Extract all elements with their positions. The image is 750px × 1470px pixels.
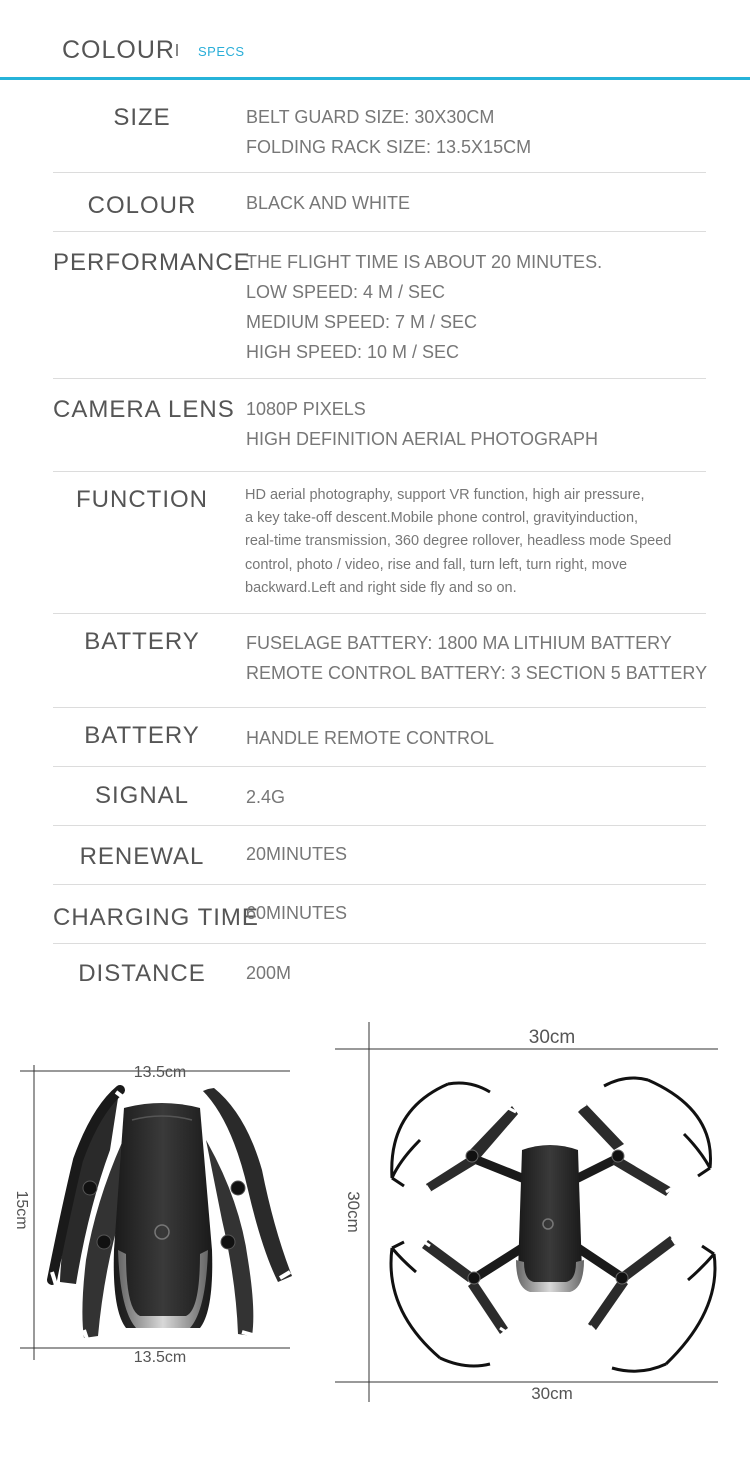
spec-row-size xyxy=(53,80,706,173)
spec-value: FOLDING RACK SIZE: 13.5X15CM xyxy=(246,137,532,157)
spec-value: a key take-off descent.Mobile phone control, gravityinduction, xyxy=(245,510,639,527)
spec-row-signal xyxy=(53,767,706,826)
unfolded-top-dimension: 30cm xyxy=(528,1027,576,1048)
spec-label: PERFORMANCE xyxy=(53,249,251,276)
spec-value: LOW SPEED: 4 M / SEC xyxy=(246,282,446,302)
spec-row-distance xyxy=(53,944,706,1002)
spec-row-function xyxy=(53,472,706,614)
header-subtitle: SPECS xyxy=(198,44,245,59)
spec-row-battery-remote xyxy=(53,708,706,767)
spec-value: REMOTE CONTROL BATTERY: 3 SECTION 5 BATTERY xyxy=(246,663,708,683)
section-header xyxy=(0,0,750,80)
spec-row-camera-lens xyxy=(53,379,706,472)
spec-label: BATTERY xyxy=(84,628,200,655)
spec-value: 1080P PIXELS xyxy=(246,399,366,419)
spec-label: CHARGING TIME xyxy=(53,904,259,931)
dimension-figures xyxy=(0,1010,750,1470)
folded-drone-figure xyxy=(13,1064,292,1366)
spec-row-charging-time xyxy=(53,885,706,944)
unfolded-bottom-dimension: 30cm xyxy=(531,1384,573,1403)
header-separator xyxy=(176,44,178,56)
spec-row-performance xyxy=(53,232,706,379)
spec-value: THE FLIGHT TIME IS ABOUT 20 MINUTES. xyxy=(246,252,603,272)
spec-value: 60MINUTES xyxy=(246,903,348,923)
spec-row-colour xyxy=(53,173,706,232)
header-title: COLOUR xyxy=(62,36,175,64)
spec-value: real-time transmission, 360 degree rollover, headless mode Speed xyxy=(245,533,672,550)
spec-value: BELT GUARD SIZE: 30X30CM xyxy=(246,107,495,127)
unfolded-side-dimension: 30cm xyxy=(344,1191,363,1233)
spec-value: FUSELAGE BATTERY: 1800 MA LITHIUM BATTERY xyxy=(246,633,672,653)
spec-value: 200M xyxy=(246,963,292,983)
spec-table xyxy=(53,80,706,1002)
folded-side-dimension: 15cm xyxy=(13,1190,30,1230)
spec-label: DISTANCE xyxy=(78,960,206,987)
spec-value: MEDIUM SPEED: 7 M / SEC xyxy=(246,312,478,332)
spec-row-renewal xyxy=(53,826,706,885)
spec-label: RENEWAL xyxy=(79,843,205,870)
spec-label: BATTERY xyxy=(84,722,200,749)
spec-value: backward.Left and right side fly and so on. xyxy=(245,579,517,596)
folded-bottom-dimension: 13.5cm xyxy=(133,1349,187,1366)
spec-row-battery xyxy=(53,614,706,708)
spec-label: SIZE xyxy=(113,104,171,131)
spec-value: 20MINUTES xyxy=(246,844,348,864)
unfolded-drone-figure xyxy=(335,1022,718,1403)
spec-value: HD aerial photography, support VR function, high air pressure, xyxy=(245,487,645,503)
spec-value: HANDLE REMOTE CONTROL xyxy=(246,728,495,748)
spec-value: HIGH DEFINITION AERIAL PHOTOGRAPH xyxy=(246,429,599,449)
spec-value: BLACK AND WHITE xyxy=(246,193,411,213)
spec-label: COLOUR xyxy=(87,192,197,219)
spec-value: HIGH SPEED: 10 M / SEC xyxy=(246,342,460,362)
folded-top-dimension: 13.5cm xyxy=(133,1064,187,1081)
spec-label: CAMERA LENS xyxy=(53,396,235,423)
spec-label: FUNCTION xyxy=(76,486,208,513)
spec-value: 2.4G xyxy=(246,787,286,807)
spec-value: control, photo / video, rise and fall, turn left, turn right, move xyxy=(245,556,628,573)
spec-label: SIGNAL xyxy=(94,782,190,809)
